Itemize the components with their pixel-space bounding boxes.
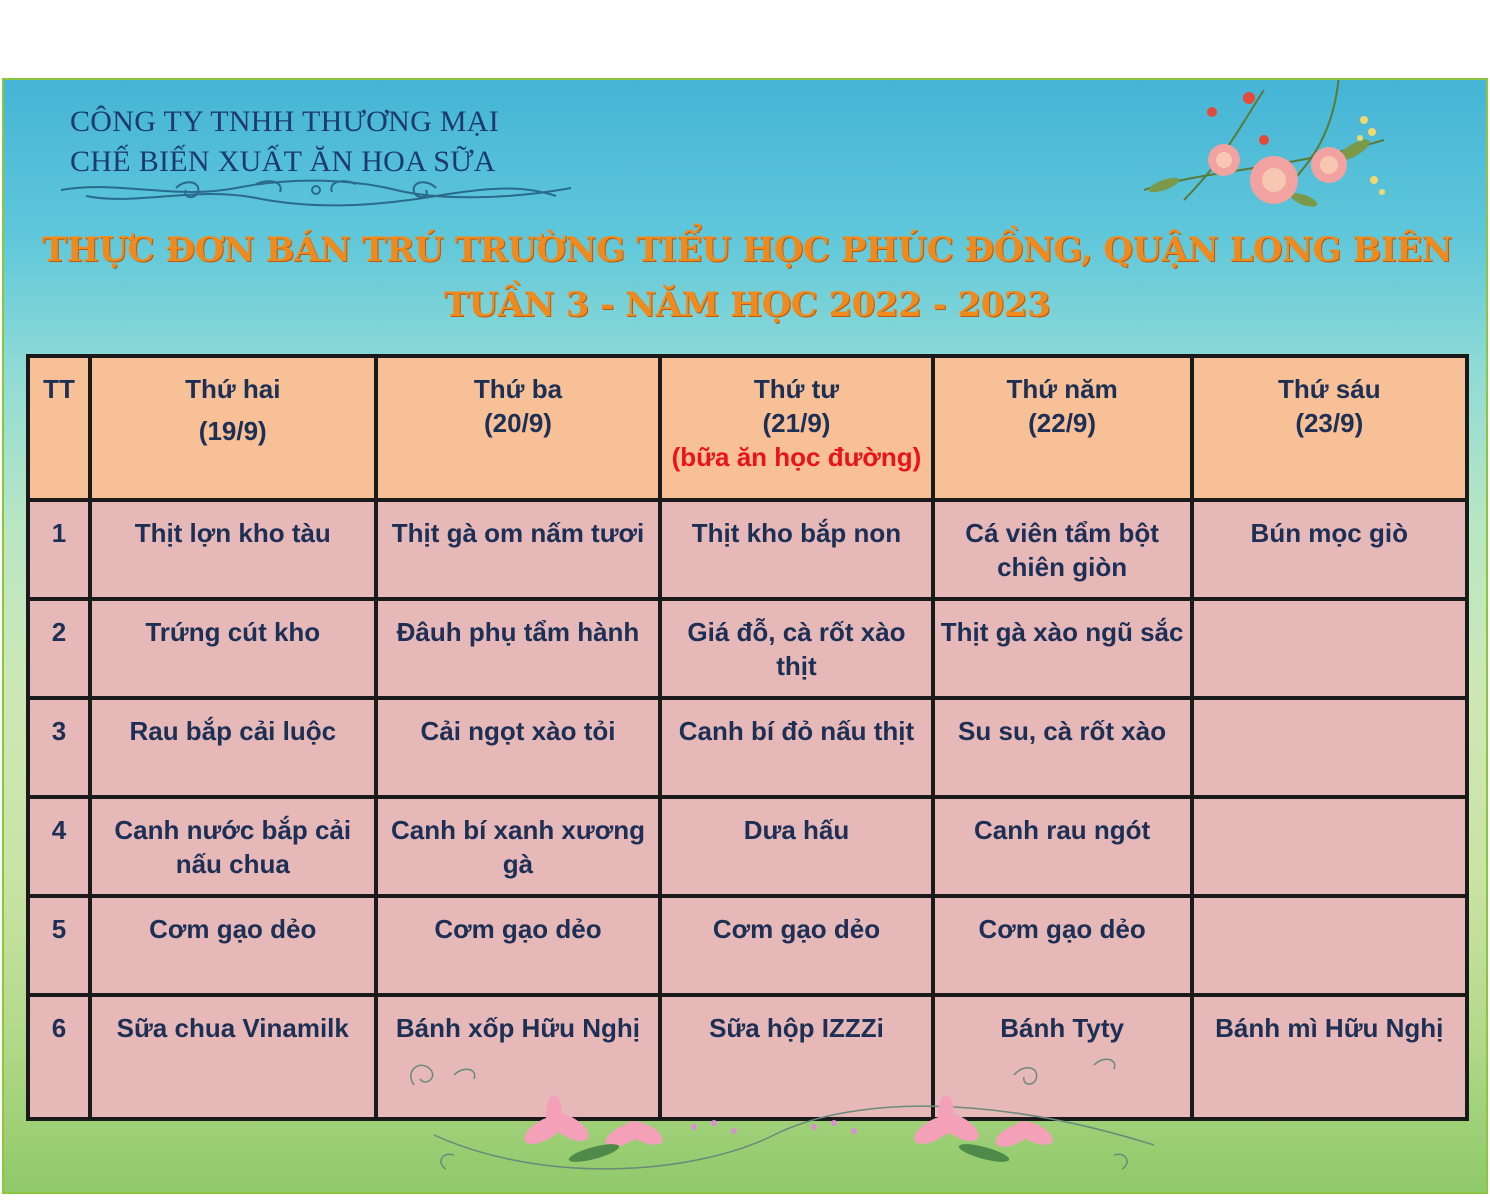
header-thursday [933,356,1192,500]
table-row [28,995,1467,1119]
dish-cell: Bánh mì Hữu Nghị [1192,995,1467,1119]
menu-slide [2,78,1488,1194]
header-monday-label: Thứ hai [185,374,281,404]
header-friday [1192,356,1467,500]
dish-cell [1192,698,1467,797]
dish-cell: Thịt gà xào ngũ sắc [933,599,1192,698]
dish-cell: Canh nước bắp cải nấu chua [90,797,376,896]
dish-cell [1192,896,1467,995]
header-wednesday [660,356,932,500]
menu-subtitle: TUẦN 3 - NĂM HỌC 2022 - 2023 [443,285,1051,325]
header-tuesday-label: Thứ ba [473,374,563,404]
dish-cell: Bún mọc giò [1192,500,1467,599]
table-row [28,698,1467,797]
header-monday-date: (19/9) [198,416,267,446]
row-number: 3 [28,698,90,797]
header-tuesday-date: (20/9) [484,408,552,438]
dish-cell [1192,599,1467,698]
dish-cell: Canh rau ngót [933,797,1192,896]
dish-cell: Đâuh phụ tẩm hành [376,599,661,698]
dish-cell: Cơm gạo dẻo [933,896,1192,995]
header-tt-label: TT [43,374,75,404]
dish-cell [1192,797,1467,896]
header-row [28,356,1467,500]
dish-cell: Rau bắp cải luộc [90,698,376,797]
header-friday-label: Thứ sáu [1277,374,1381,404]
table-row [28,896,1467,995]
dish-cell: Cơm gạo dẻo [376,896,661,995]
row-number: 2 [28,599,90,698]
company-name [70,102,499,182]
header-thursday-date: (22/9) [1028,408,1097,438]
dish-cell: Cá viên tẩm bột chiên giòn [933,500,1192,599]
header-friday-date: (23/9) [1295,408,1364,438]
header-monday [90,356,376,500]
menu-table [26,354,1469,1121]
header-wednesday-note: (bữa ăn học đường) [671,442,922,472]
header-wednesday-label: Thứ tư [753,374,840,404]
dish-cell: Bánh Tyty [933,995,1192,1119]
dish-cell: Su su, cà rốt xào [933,698,1192,797]
header-thursday-label: Thứ năm [1006,374,1118,404]
table-row [28,500,1467,599]
flower-bouquet-decoration [1124,80,1404,230]
menu-title: THỰC ĐƠN BÁN TRÚ TRƯỜNG TIỂU HỌC PHÚC ĐỒNG, QUẬN LONG BIÊN [41,230,1453,270]
table-row [28,797,1467,896]
flourish-ornament [56,176,576,212]
dish-cell: Dưa hấu [660,797,932,896]
company-name-line2: CHẾ BIẾN XUẤT ĂN HOA SỮA [70,145,496,178]
dish-cell: Sữa hộp IZZZi [660,995,932,1119]
dish-cell: Bánh xốp Hữu Nghị [376,995,661,1119]
dish-cell: Cơm gạo dẻo [660,896,932,995]
dish-cell: Canh bí đỏ nấu thịt [660,698,932,797]
dish-cell: Cải ngọt xào tỏi [376,698,661,797]
row-number: 4 [28,797,90,896]
table-row [28,599,1467,698]
dish-cell: Thịt kho bắp non [660,500,932,599]
dish-cell: Thịt lợn kho tàu [90,500,376,599]
dish-cell: Thịt gà om nấm tươi [376,500,661,599]
dish-cell: Sữa chua Vinamilk [90,995,376,1119]
header-wednesday-date: (21/9) [762,408,831,438]
dish-cell: Cơm gạo dẻo [90,896,376,995]
row-number: 1 [28,500,90,599]
dish-cell: Trứng cút kho [90,599,376,698]
row-number: 5 [28,896,90,995]
company-name-line1: CÔNG TY TNHH THƯƠNG MẠI [70,105,500,138]
header-tt [28,356,90,500]
dish-cell: Canh bí xanh xương gà [376,797,661,896]
row-number: 6 [28,995,90,1119]
header-tuesday [376,356,661,500]
dish-cell: Giá đỗ, cà rốt xào thịt [660,599,932,698]
